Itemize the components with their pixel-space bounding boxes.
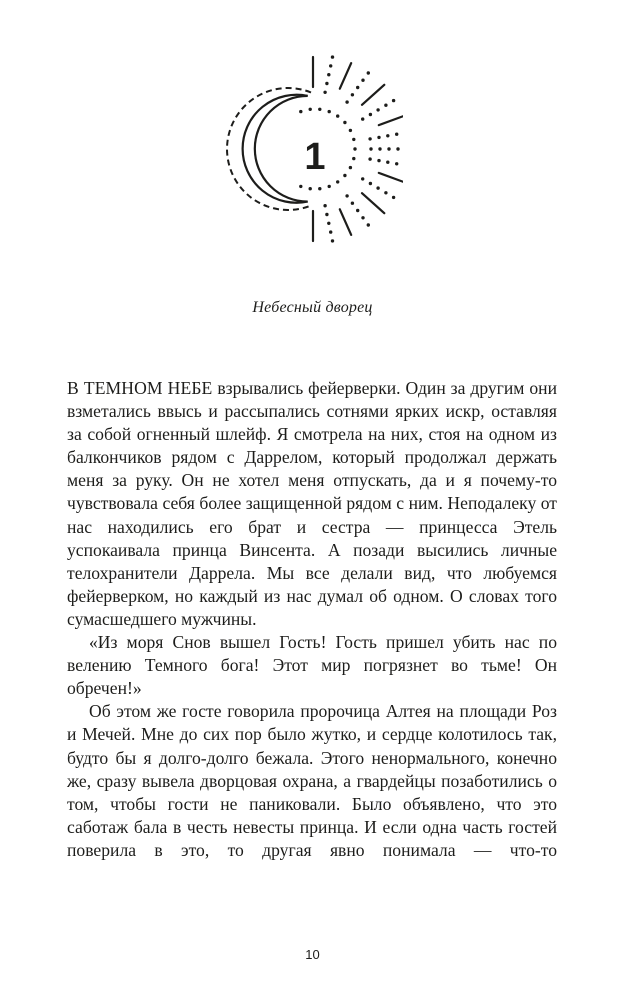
page-number: 10	[305, 947, 320, 962]
paragraph-1	[67, 377, 557, 631]
chapter-emblem-icon	[223, 38, 403, 288]
lead-caps: В ТЕМНОМ НЕБЕ	[67, 378, 213, 398]
crescent-dashed-outline-icon	[227, 88, 311, 210]
paragraph-1-text: взрывались фейерверки. Один за другим они взметались ввысь и рассыпались сотнями ярких искр, оставляя за собой огненный шлейф. Я смотрела на них, стоя на одном из балкончиков рядом с Даррелом, который продолжал держать меня за руку. Он не хотел меня отпускать, да и я почему-то чувствовала себя более защищенной рядом с ним. Неподалеку от нас находились его брат и сестра — принцесса Этель успокаивала принца Винсента. А позади высились личные телохранители Даррела. Мы все делали вид, что любуемся фейерверком, но каждый из нас думал об одном. О словах того сумасшедшего мужчины.	[67, 378, 557, 629]
paragraph-3: Об этом же госте говорила пророчица Алтея на площади Роз и Мечей. Мне до сих пор было жутко, и сердце колотилось так, будто бы я долго-долго бежала. Этого ненормального, конечно же, сразу вывела дворцовая охрана, а гвардейцы позаботились о том, чтобы гости не паниковали. Было объявлено, что это саботаж бала в честь невесты принца. И если одна часть гостей поверила в это, то другая явно понимала — что-то	[67, 701, 557, 860]
body-text	[67, 377, 557, 862]
chapter-subtitle: Небесный дворец	[252, 299, 373, 316]
chapter-number: 1	[304, 136, 326, 178]
paragraph-2: «Из моря Снов вышел Гость! Гость пришел убить нас по велению Темного бога! Этот мир погрязнет во тьме! Он обречен!»	[67, 632, 557, 699]
crescent-moon-icon	[243, 95, 308, 203]
